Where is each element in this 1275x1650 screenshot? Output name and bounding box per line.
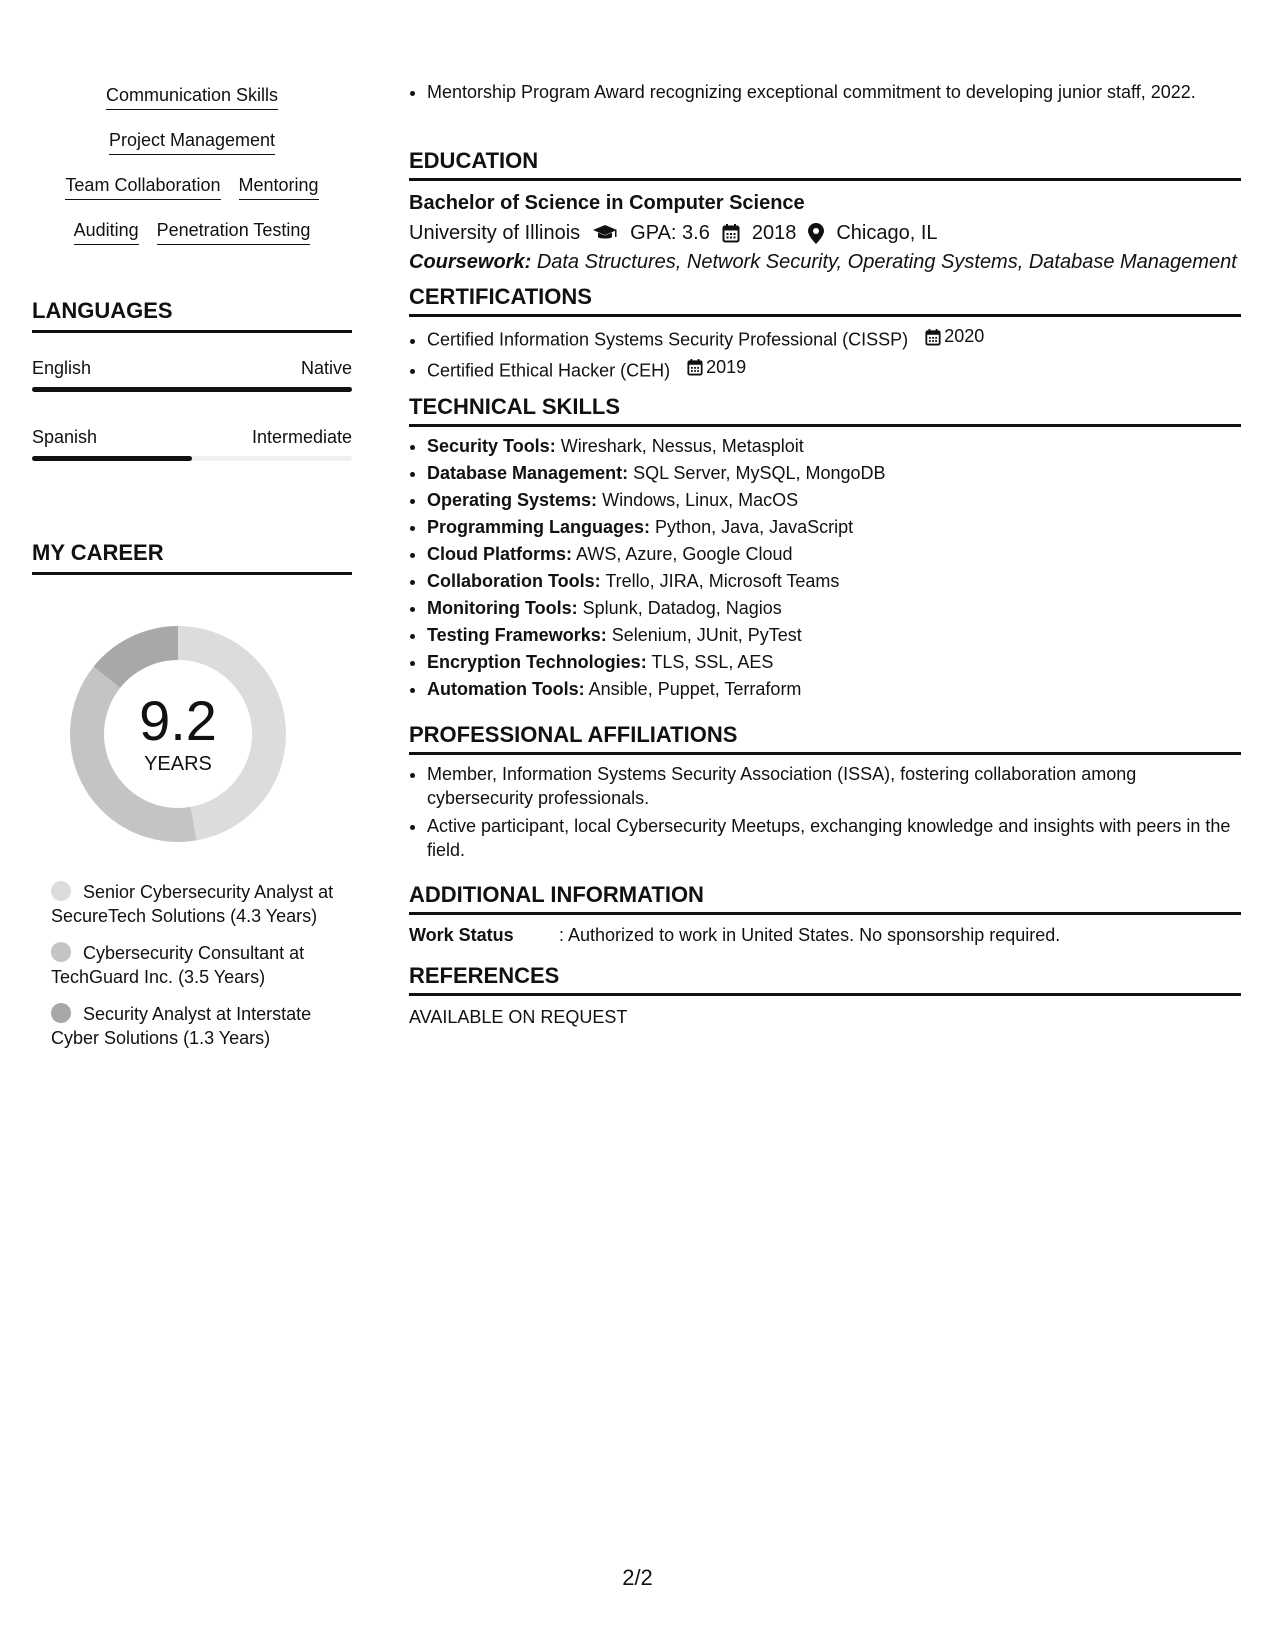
career-legend-item <box>51 880 341 928</box>
education-section <box>409 148 1241 275</box>
skill-values: Python, Java, JavaScript <box>655 517 854 537</box>
technical-skill-item <box>427 649 1241 676</box>
certifications-section <box>409 284 1241 384</box>
career-legend-text: Cybersecurity Consultant at TechGuard Inc. (3.5 Years) <box>51 943 305 987</box>
skill-tag: Penetration Testing <box>157 219 311 245</box>
certification-name: Certified Ethical Hacker (CEH) <box>427 360 671 380</box>
skill-category: Operating Systems: <box>427 490 598 510</box>
school-name: University of Illinois <box>409 222 581 244</box>
technical-skills-title: TECHNICAL SKILLS <box>409 394 1241 427</box>
certification-name: Certified Information Systems Security Professional (CISSP) <box>427 329 909 350</box>
skill-values: Windows, Linux, MacOS <box>602 490 799 510</box>
additional-info-section <box>409 882 1241 946</box>
skill-values: Trello, JIRA, Microsoft Teams <box>605 571 840 591</box>
skill-values: Splunk, Datadog, Nagios <box>582 598 782 618</box>
skill-values: Ansible, Puppet, Terraform <box>588 679 802 699</box>
technical-skill-item <box>427 595 1241 622</box>
career-total <box>66 622 290 846</box>
skill-row <box>32 174 352 219</box>
language-name: English <box>32 358 92 378</box>
location-pin-icon <box>808 223 824 244</box>
references-text: AVAILABLE ON REQUEST <box>409 1007 628 1027</box>
education-location: Chicago, IL <box>836 222 938 244</box>
graduation-year: 2018 <box>751 222 797 244</box>
coursework-list: Data Structures, Network Security, Operating Systems, Database Management <box>536 251 1237 273</box>
coursework <box>409 249 1241 275</box>
work-status-label: Work Status <box>409 925 514 945</box>
language-level: Intermediate <box>251 427 352 447</box>
skill-category: Automation Tools: <box>427 679 585 699</box>
skill-category: Monitoring Tools: <box>427 598 578 618</box>
language-level: Native <box>300 358 352 378</box>
skill-tag: Mentoring <box>239 174 319 200</box>
legend-dot <box>51 942 71 962</box>
skill-values: TLS, SSL, AES <box>651 652 774 672</box>
technical-skill-item <box>427 541 1241 568</box>
skill-values: AWS, Azure, Google Cloud <box>576 544 793 564</box>
technical-skill-item <box>427 433 1241 460</box>
language-spanish <box>32 426 352 461</box>
work-status-value: : Authorized to work in United States. No sponsorship required. <box>559 925 1061 945</box>
certification-item <box>427 323 1241 354</box>
career-total-unit: YEARS <box>144 753 212 775</box>
technical-skill-item <box>427 622 1241 649</box>
skill-values: SQL Server, MySQL, MongoDB <box>633 463 886 483</box>
skill-category: Cloud Platforms: <box>427 544 573 564</box>
language-english <box>32 357 352 392</box>
skill-category: Programming Languages: <box>427 517 651 537</box>
certifications-title: CERTIFICATIONS <box>409 284 1241 317</box>
technical-skill-item <box>427 514 1241 541</box>
skill-category: Database Management: <box>427 463 629 483</box>
skill-category: Security Tools: <box>427 436 556 456</box>
certification-item <box>427 354 1241 385</box>
skill-values: Wireshark, Nessus, Metasploit <box>560 436 804 456</box>
language-name: Spanish <box>32 427 98 447</box>
career-legend-item <box>51 1002 341 1050</box>
certification-year: 2020 <box>944 326 985 346</box>
references-title: REFERENCES <box>409 963 1241 996</box>
career-legend-text: Senior Cybersecurity Analyst at SecureTech Solutions (4.3 Years) <box>51 882 334 926</box>
technical-skill-item <box>427 676 1241 703</box>
calendar-icon <box>722 223 740 243</box>
skill-tag: Communication Skills <box>106 84 278 110</box>
technical-skill-item <box>427 487 1241 514</box>
language-bar-fill <box>32 456 192 461</box>
skill-tag: Team Collaboration <box>65 174 220 200</box>
skill-row <box>32 219 352 264</box>
skill-tag: Project Management <box>109 129 275 155</box>
legend-dot <box>51 1003 71 1023</box>
awards-section <box>409 80 1241 104</box>
calendar-icon <box>925 328 941 346</box>
technical-skills-section <box>409 394 1241 703</box>
gpa-value: GPA: 3.6 <box>630 222 710 244</box>
page-number: 2/2 <box>622 1565 653 1590</box>
education-details <box>409 220 1241 246</box>
legend-dot <box>51 881 71 901</box>
certification-year: 2019 <box>706 356 747 377</box>
career-legend-item <box>51 941 341 989</box>
award-item: • Mentorship Program Award recognizing exceptional commitment to developing junior staff, 2022. <box>427 80 1241 104</box>
skill-category: Encryption Technologies: <box>427 652 647 672</box>
coursework-label: Coursework: <box>409 251 532 273</box>
language-bar <box>32 456 352 461</box>
references-section <box>409 963 1241 1028</box>
skill-values: Selenium, JUnit, PyTest <box>611 625 802 645</box>
skill-row <box>32 129 352 174</box>
languages-title: LANGUAGES <box>32 298 352 333</box>
graduation-cap-icon <box>592 224 618 242</box>
career-legend <box>51 880 341 1063</box>
work-status-row <box>409 924 1241 946</box>
affiliation-item: • Member, Information Systems Security Association (ISSA), fostering collaboration among cybersecurity professionals. <box>427 762 1241 810</box>
career-total-value: 9.2 <box>139 689 217 752</box>
affiliations-title: PROFESSIONAL AFFILIATIONS <box>409 722 1241 755</box>
additional-info-title: ADDITIONAL INFORMATION <box>409 882 1241 915</box>
education-title: EDUCATION <box>409 148 1241 181</box>
skill-tag: Auditing <box>74 219 139 245</box>
affiliations-section <box>409 722 1241 862</box>
technical-skill-item <box>427 568 1241 595</box>
skills-tags <box>32 84 352 264</box>
calendar-icon <box>687 358 703 376</box>
career-title: MY CAREER <box>32 540 352 575</box>
skill-row <box>32 84 352 129</box>
language-bar <box>32 387 352 392</box>
career-legend-text: Security Analyst at Interstate Cyber Solutions (1.3 Years) <box>51 1004 312 1048</box>
skill-category: Testing Frameworks: <box>427 625 607 645</box>
skill-category: Collaboration Tools: <box>427 571 601 591</box>
degree-title: Bachelor of Science in Computer Science <box>409 192 805 214</box>
affiliation-item: • Active participant, local Cybersecurity Meetups, exchanging knowledge and insights with peers in the field. <box>427 814 1241 862</box>
technical-skill-item <box>427 460 1241 487</box>
language-bar-fill <box>32 387 352 392</box>
